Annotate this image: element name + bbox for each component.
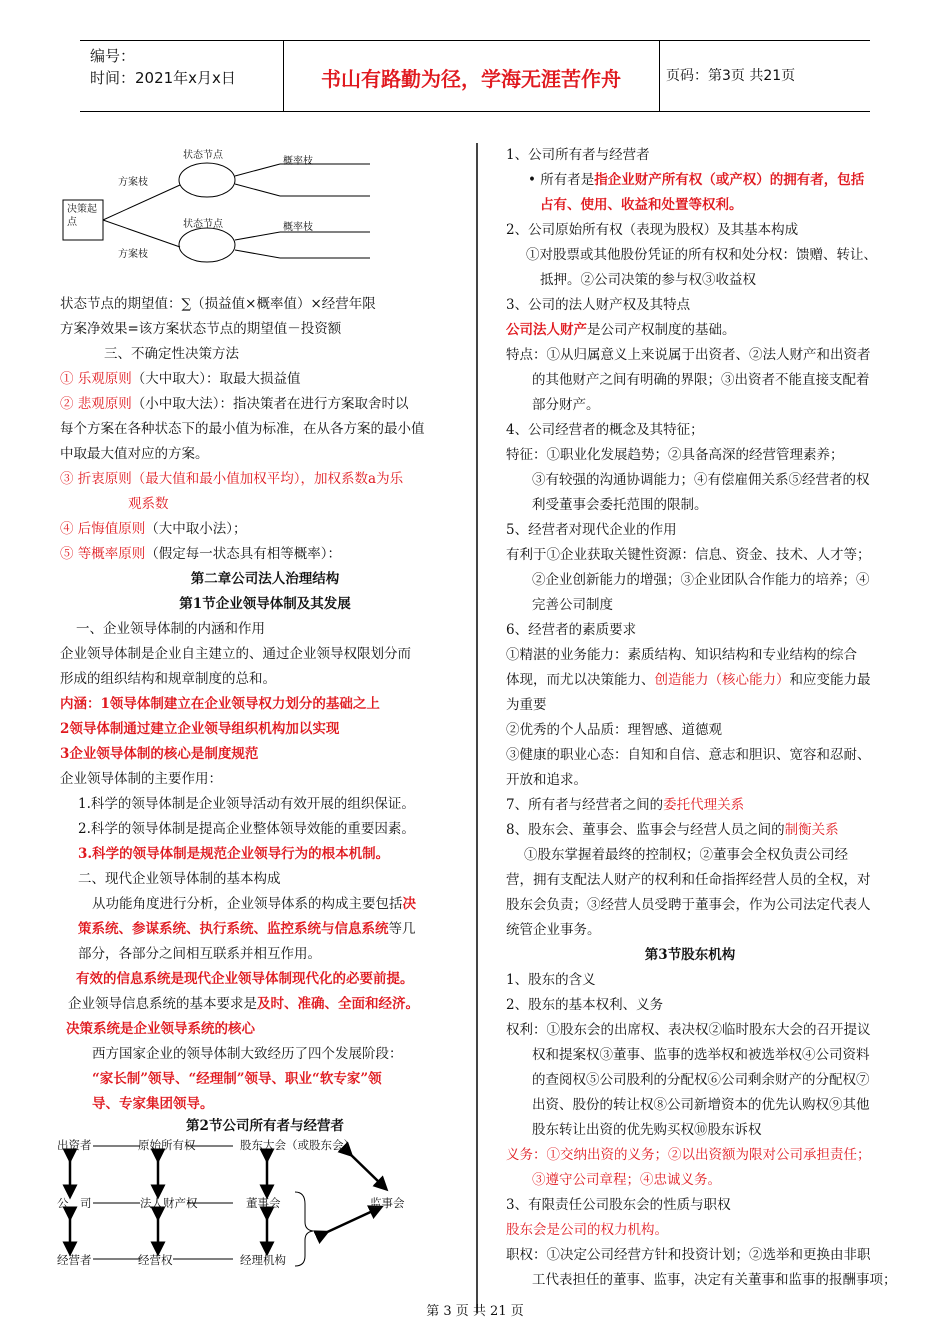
text-line: 权利：①股东会的出席权、表决权②临时股东大会的召开提议 xyxy=(506,1022,871,1038)
text-line: 部分，各部分之间相互联系并相互作用。 xyxy=(78,946,321,962)
time-label: 时间：2021年x月x日 xyxy=(90,69,236,87)
diagram-node: 监事会 xyxy=(370,1196,405,1210)
connotation-item: 内涵：1领导体制建立在企业领导权力划分的基础之上 xyxy=(60,696,380,712)
branch-label: 方案枝 xyxy=(118,249,148,260)
item-heading: 5、经营者对现代企业的作用 xyxy=(506,522,677,538)
text-line: 占有、使用、收益和处置等权利。 xyxy=(540,197,743,213)
text-line: ③健康的职业心态：自知和自信、意志和胆识、宽容和忍耐、 xyxy=(506,747,871,763)
text-line: 形成的组织结构和规章制度的总和。 xyxy=(60,671,276,687)
principle-item: ① 乐观原则（大中取大）：取最大损益值 xyxy=(60,371,301,387)
decision-start-label: 决策起点 xyxy=(67,204,97,228)
column-divider xyxy=(476,143,478,1313)
text-line: 义务：①交纳出资的义务；②以出资额为限对公司承担责任； xyxy=(506,1147,871,1163)
text-line: ③遵守公司章程；④忠诚义务。 xyxy=(532,1172,721,1188)
text-line: 企业领导体制是企业自主建立的、通过企业领导权限划分而 xyxy=(60,646,411,662)
text-line: 完善公司制度 xyxy=(532,597,613,613)
section-heading: 一、企业领导体制的内涵和作用 xyxy=(76,621,265,637)
item-heading: 2、公司原始所有权（表现为股权）及其基本构成 xyxy=(506,222,799,238)
item-heading: 8、股东会、董事会、监事会与经营人员之间的制衡关系 xyxy=(506,822,839,838)
text-line: ②优秀的个人品质：理智感、道德观 xyxy=(506,722,722,738)
text-line: 出资、股份的转让权⑧公司新增资本的优先认购权⑨其他 xyxy=(532,1097,870,1113)
chapter-title: 第二章公司法人治理结构 xyxy=(190,571,340,587)
role-item: 1.科学的领导体制是企业领导活动有效开展的组织保证。 xyxy=(78,796,415,812)
text-line: 公司法人财产是公司产权制度的基础。 xyxy=(506,322,736,338)
text-line: ②企业创新能力的增强；③企业团队合作能力的培养；④ xyxy=(532,572,870,588)
role-item: 3.科学的领导体制是规范企业领导行为的根本机制。 xyxy=(78,846,390,862)
header-divider xyxy=(659,41,660,111)
diagram-node: 股东大会（或股东会） xyxy=(240,1138,355,1152)
item-heading: 4、公司经营者的概念及其特征； xyxy=(506,422,704,438)
text-line: 西方国家企业的领导体制大致经历了四个发展阶段： xyxy=(92,1046,403,1062)
text-line: 股东转让出资的优先购买权⑩股东诉权 xyxy=(532,1122,762,1138)
diagram-node: 出资者 xyxy=(57,1138,92,1152)
text-line: 每个方案在各种状态下的最小值为标准，在从各方案的最小值 xyxy=(60,421,425,437)
text-line: 股东会是公司的权力机构。 xyxy=(506,1222,668,1238)
text-line: “家长制”领导、“经理制”领导、职业“软专家”领 xyxy=(92,1071,382,1087)
prob-label: 概率枝 xyxy=(283,222,313,233)
header-motto: 书山有路勤为径，学海无涯苦作舟 xyxy=(321,67,621,91)
text-line: 特征：①职业化发展趋势；②具备高深的经营管理素养； xyxy=(506,447,844,463)
text-line: 观系数 xyxy=(128,496,169,512)
code-label: 编号： xyxy=(90,47,136,65)
net-effect-formula: 方案净效果=该方案状态节点的期望值－投资额 xyxy=(60,321,342,337)
diagram-node: 董事会 xyxy=(246,1196,281,1210)
principle-item: ④ 后悔值原则（大中取小法）； xyxy=(60,521,247,537)
diagram-node: 法人财产权 xyxy=(140,1196,198,1210)
text-line: 营，拥有支配法人财产的权利和任命指挥经营人员的全权，对 xyxy=(506,872,871,888)
section-title: 第3节股东机构 xyxy=(644,947,736,963)
item-heading: 6、经营者的素质要求 xyxy=(506,622,637,638)
text-line: 策系统、参谋系统、执行系统、监控系统与信息系统等几 xyxy=(78,921,416,937)
text-line: 中取最大值对应的方案。 xyxy=(60,446,209,462)
text-line: 开放和追求。 xyxy=(506,772,587,788)
text-line: 的其他财产之间有明确的界限；③出资者不能直接支配着 xyxy=(532,372,870,388)
diagram-node: 经营者 xyxy=(57,1253,92,1267)
item-heading: 2、股东的基本权利、义务 xyxy=(506,997,664,1013)
text-line: 从功能角度进行分析，企业领导体系的构成主要包括决 xyxy=(92,896,416,912)
text-line: 有利于①企业获取关键性资源：信息、资金、技术、人才等； xyxy=(506,547,871,563)
principle-item: ③ 折衷原则（最大值和最小值加权平均），加权系数a为乐 xyxy=(60,471,404,487)
header-meta xyxy=(90,45,236,89)
section-heading: 三、不确定性决策方法 xyxy=(104,346,239,362)
page-footer: 第 3 页 共 21 页 xyxy=(426,1304,524,1319)
diagram-node: 经营权 xyxy=(138,1253,173,1267)
node-label: 状态节点 xyxy=(183,219,223,230)
item-heading: 3、公司的法人财产权及其特点 xyxy=(506,297,691,313)
text-line: ①股东掌握着最终的控制权；②董事会全权负责公司经 xyxy=(524,847,848,863)
principle-item: ② 悲观原则（小中取大法）：指决策者在进行方案取舍时以 xyxy=(60,396,409,412)
section-title: 第2节公司所有者与经营者 xyxy=(186,1118,344,1134)
branch-label: 方案枝 xyxy=(118,177,148,188)
diagram-node: 公 司 xyxy=(57,1196,92,1210)
role-item: 2.科学的领导体制是提高企业整体领导效能的重要因素。 xyxy=(78,821,415,837)
text-line: 决策系统是企业领导系统的核心 xyxy=(66,1021,255,1037)
expected-value-formula: 状态节点的期望值：∑（损益值×概率值）×经营年限 xyxy=(60,296,376,312)
text-line: 企业领导信息系统的基本要求是及时、准确、全面和经济。 xyxy=(68,996,419,1012)
principle-item: ⑤ 等概率原则（假定每一状态具有相等概率）： xyxy=(60,546,342,562)
item-heading: 7、所有者与经营者之间的委托代理关系 xyxy=(506,797,745,813)
text-line: 权和提案权③董事、监事的选举权和被选举权④公司资料 xyxy=(532,1047,870,1063)
text-line: 的查阅权⑤公司股利的分配权⑥公司剩余财产的分配权⑦ xyxy=(532,1072,870,1088)
text-line: ①对股票或其他股份凭证的所有权和处分权：馈赠、转让、 xyxy=(526,247,877,263)
item-heading: 1、公司所有者与经营者 xyxy=(506,147,650,163)
text-line: 导、专家集团领导。 xyxy=(92,1096,214,1112)
node-label: 状态节点 xyxy=(183,150,223,161)
item-heading: 3、有限责任公司股东会的性质与职权 xyxy=(506,1197,731,1213)
text-line: 部分财产。 xyxy=(532,397,600,413)
item-heading: 1、股东的含义 xyxy=(506,972,596,988)
header-page-info: 页码：第3页 共21页 xyxy=(666,68,796,84)
text-line: 特点：①从归属意义上来说属于出资者、②法人财产和出资者 xyxy=(506,347,871,363)
text-line: 利受董事会委托范围的限制。 xyxy=(532,497,708,513)
diagram-node: 经理机构 xyxy=(240,1253,286,1267)
section-title: 第1节企业领导体制及其发展 xyxy=(179,596,351,612)
text-line: 职权：①决定公司经营方针和投资计划；②选举和更换由非职 xyxy=(506,1247,871,1263)
text-line: 为重要 xyxy=(506,697,547,713)
connotation-item: 3企业领导体制的核心是制度规范 xyxy=(60,746,259,762)
text-line: 体现，而尤以决策能力、创造能力（核心能力）和应变能力最 xyxy=(506,672,871,688)
prob-label: 概率枝 xyxy=(283,156,313,167)
connotation-item: 2领导体制通过建立企业领导组织机构加以实现 xyxy=(60,721,340,737)
section-heading: 二、现代企业领导体制的基本构成 xyxy=(78,871,281,887)
text-line: ③有较强的沟通协调能力；④有偿雇佣关系⑤经营者的权 xyxy=(532,472,870,488)
text-line: 股东会负责；③经营人员受聘于董事会，作为公司法定代表人 xyxy=(506,897,871,913)
text-line: ①精湛的业务能力：素质结构、知识结构和专业结构的综合 xyxy=(506,647,857,663)
text-line: 统管企业事务。 xyxy=(506,922,601,938)
diagram-node: 原始所有权 xyxy=(138,1138,196,1152)
text-line: 抵押。②公司决策的参与权③收益权 xyxy=(540,272,756,288)
page-header xyxy=(80,40,870,112)
bullet-item: • 所有者是指企业财产所有权（或产权）的拥有者，包括 xyxy=(528,172,865,188)
text-line: 有效的信息系统是现代企业领导体制现代化的必要前提。 xyxy=(76,971,414,987)
text-line: 工代表担任的董事、监事，决定有关董事和监事的报酬事项； xyxy=(532,1272,897,1288)
text-line: 企业领导体制的主要作用： xyxy=(60,771,222,787)
